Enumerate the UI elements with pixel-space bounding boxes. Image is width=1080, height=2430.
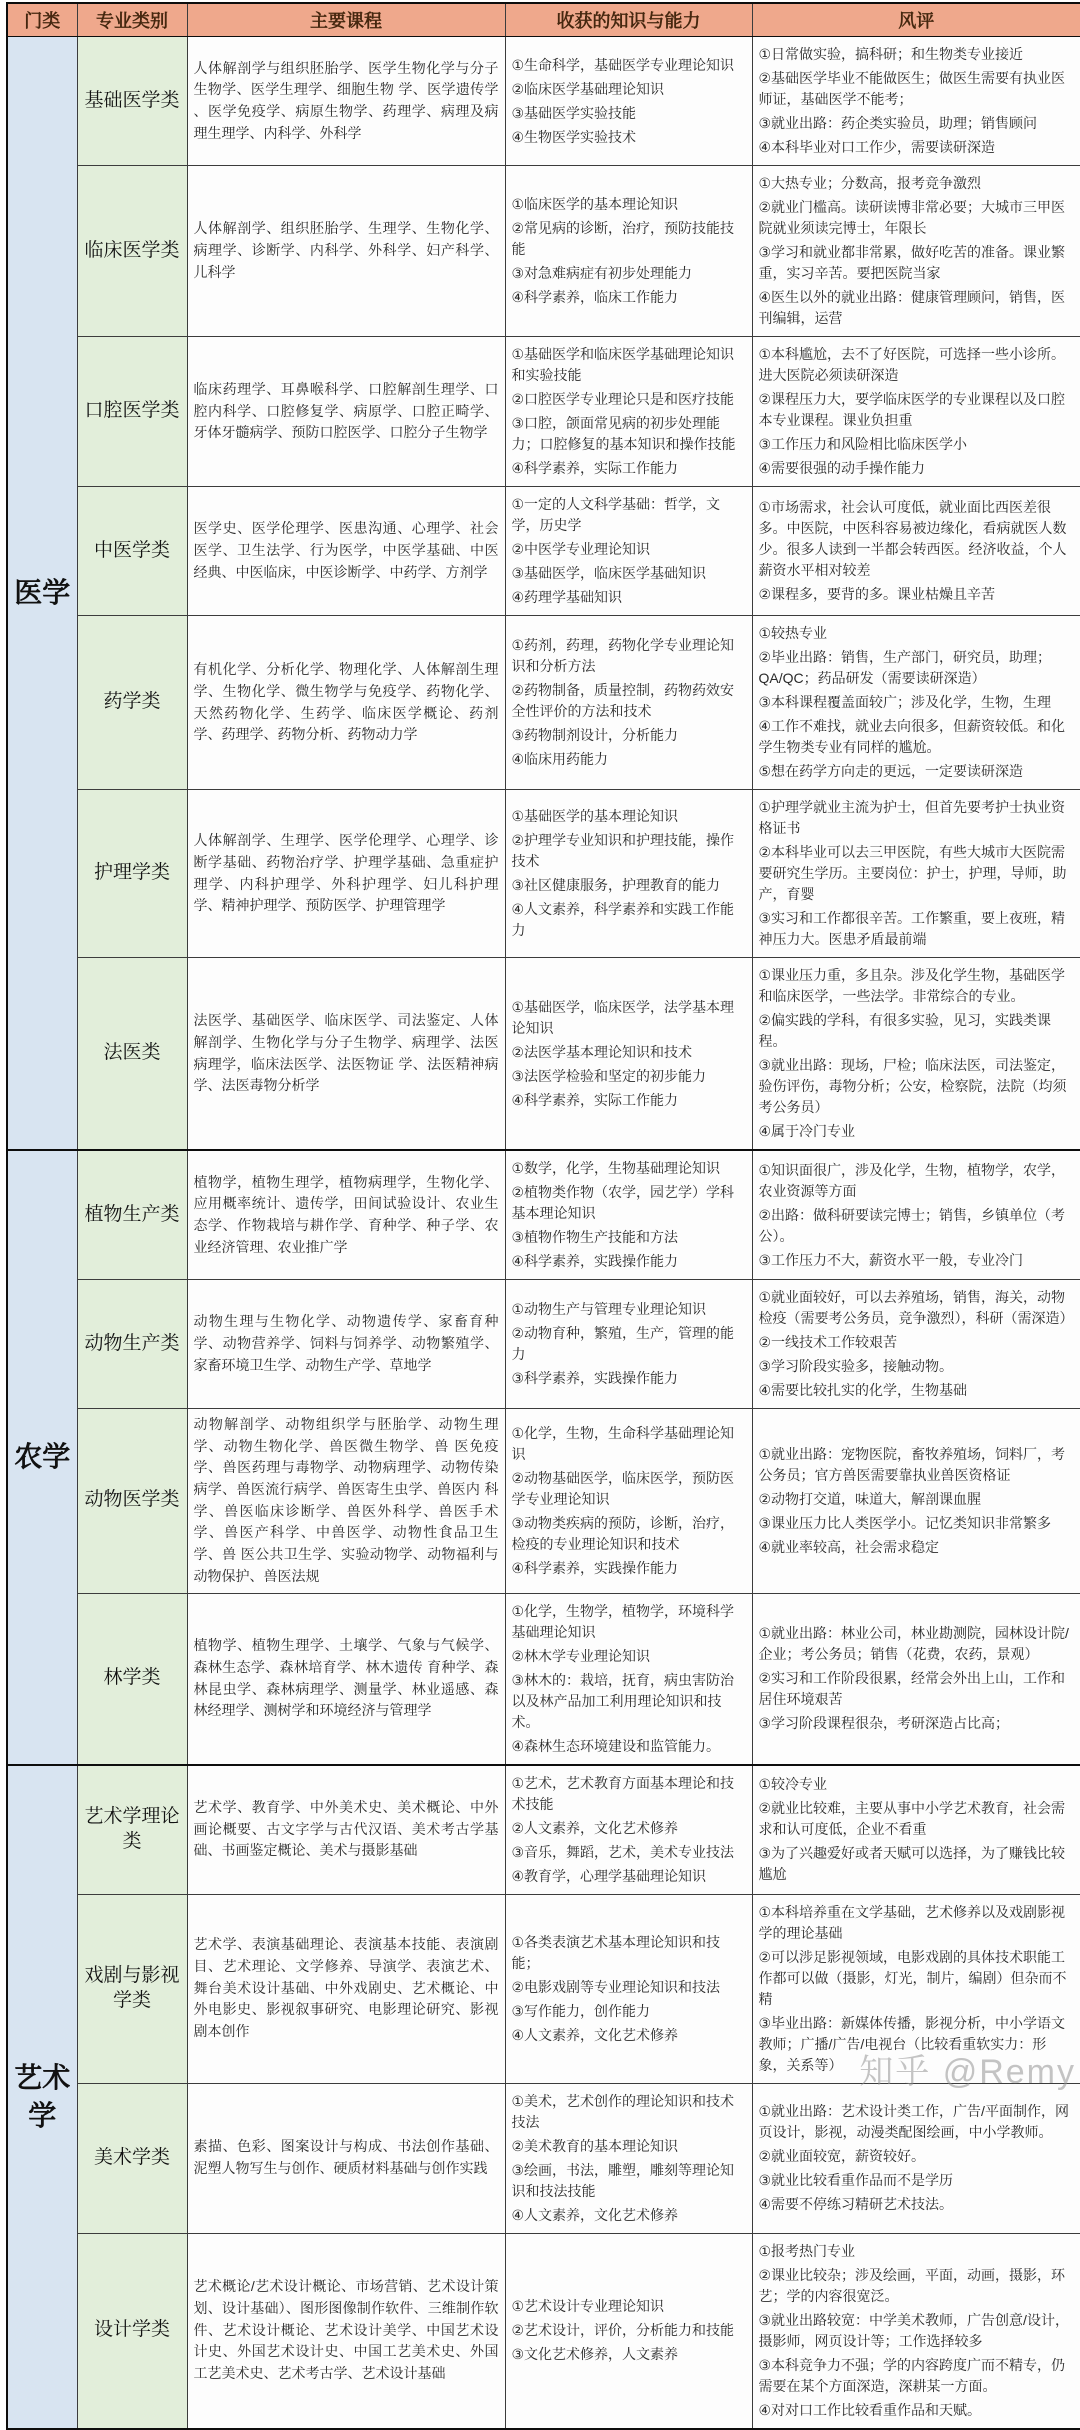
courses-cell: 植物学、植物生理学、土壤学、气象与气候学、森林生态学、森林培育学、林木遗传 育种学、森林昆虫学、森林病理学、测量学、林业遥感、森林经理学、测树学和环境经济与管理学	[187, 1593, 505, 1765]
column-header-review: 风评	[752, 3, 1080, 37]
column-header-major-type: 专业类别	[77, 3, 187, 37]
review-cell: ①本科尴尬，去不了好医院，可选择一些小诊所。进大医院必须读研深造 ②课程压力大，要学临床医学的专业课程以及口腔本专业课程。课业负担重 ③工作压力和风险相比临床医学小 ④需要很强的动手操作能力	[752, 337, 1080, 487]
major-type-cell: 植物生产类	[77, 1150, 187, 1280]
major-type-cell: 动物生产类	[77, 1280, 187, 1409]
table-row-pharmacy	[7, 616, 1080, 790]
review-cell: ①就业出路：林业公司，林业勘测院，园林设计院/企业；考公务员；销售（花费，农药，景观） ②实习和工作阶段很累，经常会外出上山，工作和居住环境艰苦 ③学习阶段课程很杂，考研深造占比高；	[752, 1593, 1080, 1765]
review-cell: ①较冷专业 ②就业比较难，主要从事中小学艺术教育，社会需求和认可度低，企业不看重 ③为了兴趣爱好或者天赋可以选择，为了赚钱比较尴尬	[752, 1765, 1080, 1895]
knowledge-cell: ①基础医学和临床医学基础理论知识和实验技能 ②口腔医学专业理论只是和医疗技能 ③口腔，颌面常见病的初步处理能力；口腔修复的基本知识和操作技能 ④科学素养，实际工作能力	[505, 337, 752, 487]
knowledge-cell: ①各类表演艺术基本理论知识和技能； ②电影戏剧等专业理论知识和技法 ③写作能力，创作能力 ④人文素养，文化艺术修养	[505, 1894, 752, 2083]
major-type-cell: 护理学类	[77, 790, 187, 958]
courses-cell: 临床药理学、耳鼻喉科学、口腔解剖生理学、口腔内科学、口腔修复学、病原学、口腔正畸学、牙体牙髓病学、预防口腔医学、口腔分子生物学	[187, 337, 505, 487]
review-cell: ①护理学就业主流为护士，但首先要考护士执业资格证书 ②本科毕业可以去三甲医院，有些大城市大医院需要研究生学历。主要岗位：护士，护理，导师，助产，育婴 ③实习和工作都很辛苦。工作繁重，要上夜班，精神压力大。医患矛盾最前端	[752, 790, 1080, 958]
knowledge-cell: ①艺术设计专业理论知识 ②艺术设计，评价，分析能力和技能 ③文化艺术修养，人文素养	[505, 2233, 752, 2429]
table-header-row	[7, 3, 1080, 37]
major-type-cell: 临床医学类	[77, 166, 187, 337]
major-type-cell: 中医学类	[77, 487, 187, 616]
table-row-clinical-medicine	[7, 166, 1080, 337]
courses-cell: 素描、色彩、图案设计与构成、书法创作基础、泥塑人物写生与创作、硬质材料基础与创作实践	[187, 2083, 505, 2233]
courses-cell: 法医学、基础医学、临床医学、司法鉴定、人体解剖学、生物化学与分子生物学、病理学、法医病理学，临床法医学、法医物证 学、法医精神病学、法医毒物分析学	[187, 958, 505, 1151]
knowledge-cell: ①基础医学的基本理论知识 ②护理学专业知识和护理技能，操作技术 ③社区健康服务，护理教育的能力 ④人文素养，科学素养和实践工作能力	[505, 790, 752, 958]
major-type-cell: 林学类	[77, 1593, 187, 1765]
major-type-cell: 动物医学类	[77, 1409, 187, 1594]
courses-cell: 人体解剖学、组织胚胎学、生理学、生物化学、病理学、诊断学、内科学、外科学、妇产科学、儿科学	[187, 166, 505, 337]
table-row-design	[7, 2233, 1080, 2429]
courses-cell: 医学史、医学伦理学、医患沟通、心理学、社会医学、卫生法学、行为医学，中医学基础、中医经典、中医临床，中医诊断学、中药学、方剂学	[187, 487, 505, 616]
major-type-cell: 法医类	[77, 958, 187, 1151]
review-cell: ①较热专业 ②毕业出路：销售，生产部门，研究员，助理；QA/QC；药品研发（需要读研深造） ③本科课程覆盖面较广；涉及化学，生物，生理 ④工作不难找，就业去向很多，但薪资较低。和化学生物类专业有同样的尴尬。 ⑤想在药学方向走的更远，一定要读研深造	[752, 616, 1080, 790]
major-type-cell: 艺术学理论类	[77, 1765, 187, 1895]
review-cell: ①课业压力重，多且杂。涉及化学生物，基础医学和临床医学，一些法学。非常综合的专业。 ②偏实践的学科，有很多实验，见习，实践类课程。 ③就业出路：现场，尸检；临床法医，司法鉴定，验伤评伤，毒物分析；公安，检察院，法院（均须考公务员） ④属于冷门专业	[752, 958, 1080, 1151]
table-row-art-theory	[7, 1765, 1080, 1895]
column-header-knowledge: 收获的知识与能力	[505, 3, 752, 37]
review-cell: ①本科培养重在文学基础，艺术修养以及戏剧影视学的理论基础 ②可以涉足影视领域，电影戏剧的具体技术职能工作都可以做（摄影，灯光，制片，编剧）但杂而不精 ③毕业出路：新媒体传播，影视分析，中小学语文教师；广播/广告/电视台（比较看重软实力：形象，关系等）	[752, 1894, 1080, 2083]
table-row-nursing	[7, 790, 1080, 958]
knowledge-cell: ①数学，化学，生物基础理论知识 ②植物类作物（农学，园艺学）学科基本理论知识 ③植物作物生产技能和方法 ④科学素养，实践操作能力	[505, 1150, 752, 1280]
courses-cell: 艺术学、教育学、中外美术史、美术概论、中外画论概要、古文字学与古代汉语、美术考古学基础、书画鉴定概论、美术与摄影基础	[187, 1765, 505, 1895]
category-cell-arts: 艺术学	[7, 1765, 77, 2429]
category-cell-medicine: 医学	[7, 37, 77, 1151]
knowledge-cell: ①一定的人文科学基础：哲学，文学，历史学 ②中医学专业理论知识 ③基础医学，临床医学基础知识 ④药理学基础知识	[505, 487, 752, 616]
courses-cell: 动物生理与生物化学、动物遗传学、家畜育种学、动物营养学、饲料与饲养学、动物繁殖学、家畜环境卫生学、动物生产学、草地学	[187, 1280, 505, 1409]
column-header-category: 门类	[7, 3, 77, 37]
review-cell: ①就业出路：宠物医院，畜牧养殖场，饲料厂，考公务员；官方兽医需要靠执业兽医资格证 ②动物打交道，味道大，解剖课血腥 ③课业压力比人类医学小。记忆类知识非常繁多 ④就业率较高，社会需求稳定	[752, 1409, 1080, 1594]
knowledge-cell: ①美术，艺术创作的理论知识和技术技法 ②美术教育的基本理论知识 ③绘画，书法，雕塑，雕刻等理论知识和技法技能 ④人文素养，文化艺术修养	[505, 2083, 752, 2233]
column-header-courses: 主要课程	[187, 3, 505, 37]
knowledge-cell: ①药剂，药理，药物化学专业理论知识和分析方法 ②药物制备，质量控制，药物药效安全性评价的方法和技术 ③药物制剂设计，分析能力 ④临床用药能力	[505, 616, 752, 790]
review-cell: ①就业出路：艺术设计类工作，广告/平面制作，网页设计，影视，动漫类配图绘画，中小学教师。 ②就业面较宽，薪资较好。 ③就业比较看重作品而不是学历 ④需要不停练习精研艺术技法。	[752, 2083, 1080, 2233]
knowledge-cell: ①生命科学，基础医学专业理论知识 ②临床医学基础理论知识 ③基础医学实验技能 ④生物医学实验技术	[505, 37, 752, 166]
major-type-cell: 药学类	[77, 616, 187, 790]
majors-comparison-table	[6, 2, 1080, 2430]
courses-cell: 艺术概论/艺术设计概论、市场营销、艺术设计策划、设计基础）、图形图像制作软件、三维制作软件、艺术设计概论、艺术设计美学、中国艺术设计史、外国艺术设计史、中国工艺美术史、外国工艺美术史、艺术考古学、艺术设计基础	[187, 2233, 505, 2429]
knowledge-cell: ①基础医学，临床医学，法学基本理论知识 ②法医学基本理论知识和技术 ③法医学检验和坚定的初步能力 ④科学素养，实际工作能力	[505, 958, 752, 1151]
knowledge-cell: ①化学，生物，生命科学基础理论知识 ②动物基础医学，临床医学，预防医学专业理论知识 ③动物类疾病的预防，诊断，治疗，检疫的专业理论知识和技术 ④科学素养，实践操作能力	[505, 1409, 752, 1594]
knowledge-cell: ①动物生产与管理专业理论知识 ②动物育种，繁殖，生产，管理的能力 ③科学素养，实践操作能力	[505, 1280, 752, 1409]
table-row-forestry	[7, 1593, 1080, 1765]
courses-cell: 人体解剖学与组织胚胎学、医学生物化学与分子生物学、医学生理学、细胞生物 学、医学遗传学 、医学免疫学、病原生物学、药理学、病理及病理生理学、内科学、外科学	[187, 37, 505, 166]
review-cell: ①大热专业；分数高，报考竞争激烈 ②就业门槛高。读研读博非常必要；大城市三甲医院就业须读完博士，年限长 ③学习和就业都非常累，做好吃苦的准备。课业繁重，实习辛苦。要把医院当家 ④医生以外的就业出路：健康管理顾问，销售，医刊编辑，运营	[752, 166, 1080, 337]
major-type-cell: 口腔医学类	[77, 337, 187, 487]
knowledge-cell: ①化学，生物学，植物学，环境科学基础理论知识 ②林木学专业理论知识 ③林木的：栽培，抚育，病虫害防治以及林产品加工利用理论知识和技术。 ④森林生态环境建设和监管能力。	[505, 1593, 752, 1765]
table-row-drama-film	[7, 1894, 1080, 2083]
review-cell: ①知识面很广，涉及化学，生物，植物学，农学，农业资源等方面 ②出路：做科研要读完博士；销售，乡镇单位（考公）。 ③工作压力不大，薪资水平一般，专业冷门	[752, 1150, 1080, 1280]
review-cell: ①市场需求，社会认可度低，就业面比西医差很多。中医院，中医科容易被边缘化，看病就医人数少。很多人读到一半都会转西医。经济收益，个人薪资水平相对较差 ②课程多，要背的多。课业枯燥且辛苦	[752, 487, 1080, 616]
courses-cell: 艺术学、表演基础理论、表演基本技能、表演剧目、艺术理论、文学修养、导演学、表演艺术、舞台美术设计基础、中外戏剧史、艺术概论、中外电影史、影视叙事研究、电影理论研究、影视剧本创作	[187, 1894, 505, 2083]
table-row-plant-production	[7, 1150, 1080, 1280]
courses-cell: 植物学，植物生理学，植物病理学，生物化学、应用概率统计、遗传学，田间试验设计、农业生态学、作物栽培与耕作学、育种学、种子学、农业经济管理、农业推广学	[187, 1150, 505, 1280]
table-row-basic-medicine	[7, 37, 1080, 166]
review-cell: ①日常做实验，搞科研；和生物类专业接近 ②基础医学毕业不能做医生；做医生需要有执业医师证，基础医学不能考； ③就业出路：药企类实验员，助理；销售顾问 ④本科毕业对口工作少，需要读研深造	[752, 37, 1080, 166]
courses-cell: 有机化学、分析化学、物理化学、人体解剖生理学、生物化学、微生物学与免疫学、药物化学、天然药物化学、生药学、临床医学概论、药剂学、药理学、药物分析、药物动力学	[187, 616, 505, 790]
table-row-tcm	[7, 487, 1080, 616]
table-row-forensic-medicine	[7, 958, 1080, 1151]
review-cell: ①就业面较好，可以去养殖场，销售，海关，动物检疫（需要考公务员，竞争激烈），科研（需深造） ②一线技术工作较艰苦 ③学习阶段实验多，接触动物。 ④需要比较扎实的化学，生物基础	[752, 1280, 1080, 1409]
review-cell: ①报考热门专业 ②课业比较杂；涉及绘画，平面，动画，摄影，环艺；学的内容很宽泛。 ③就业出路较宽：中学美术教师，广告创意/设计，摄影师，网页设计等；工作选择较多 ③本科竞争力不强；学的内容跨度广而不精专，仍需要在某个方面深造，深耕某一方面。 ④对对口工作比较看重作品和天赋。	[752, 2233, 1080, 2429]
knowledge-cell: ①临床医学的基本理论知识 ②常见病的诊断，治疗，预防技能技能 ③对急难病症有初步处理能力 ④科学素养，临床工作能力	[505, 166, 752, 337]
watermark: 知乎 @Remy	[859, 2053, 1076, 2091]
major-type-cell: 基础医学类	[77, 37, 187, 166]
courses-cell: 动物解剖学、动物组织学与胚胎学、动物生理学、动物生物化学、兽医微生物学、兽 医免疫学、兽医药理与毒物学、动物病理学、动物传染病学、兽医流行病学、兽医寄生虫学、兽医内 科学、兽医临床诊断学、兽医外科学、兽医手术学、兽医产科学、中兽医学、动物性食品卫生学、兽 医公共卫生学、实验动物学、动物福利与动物保护、兽医法规	[187, 1409, 505, 1594]
category-cell-agriculture: 农学	[7, 1150, 77, 1765]
table-row-animal-production	[7, 1280, 1080, 1409]
major-type-cell: 美术学类	[77, 2083, 187, 2233]
table-row-stomatology	[7, 337, 1080, 487]
courses-cell: 人体解剖学、生理学、医学伦理学、心理学、诊断学基础、药物治疗学、护理学基础、急重症护理学、内科护理学、外科护理学、妇儿科护理学、精神护理学、预防医学、护理管理学	[187, 790, 505, 958]
table-row-fine-arts	[7, 2083, 1080, 2233]
major-type-cell: 戏剧与影视学类	[77, 1894, 187, 2083]
major-type-cell: 设计学类	[77, 2233, 187, 2429]
knowledge-cell: ①艺术，艺术教育方面基本理论和技术技能 ②人文素养，文化艺术修养 ③音乐，舞蹈，艺术，美术专业技法 ④教育学，心理学基础理论知识	[505, 1765, 752, 1895]
table-row-veterinary-medicine	[7, 1409, 1080, 1594]
